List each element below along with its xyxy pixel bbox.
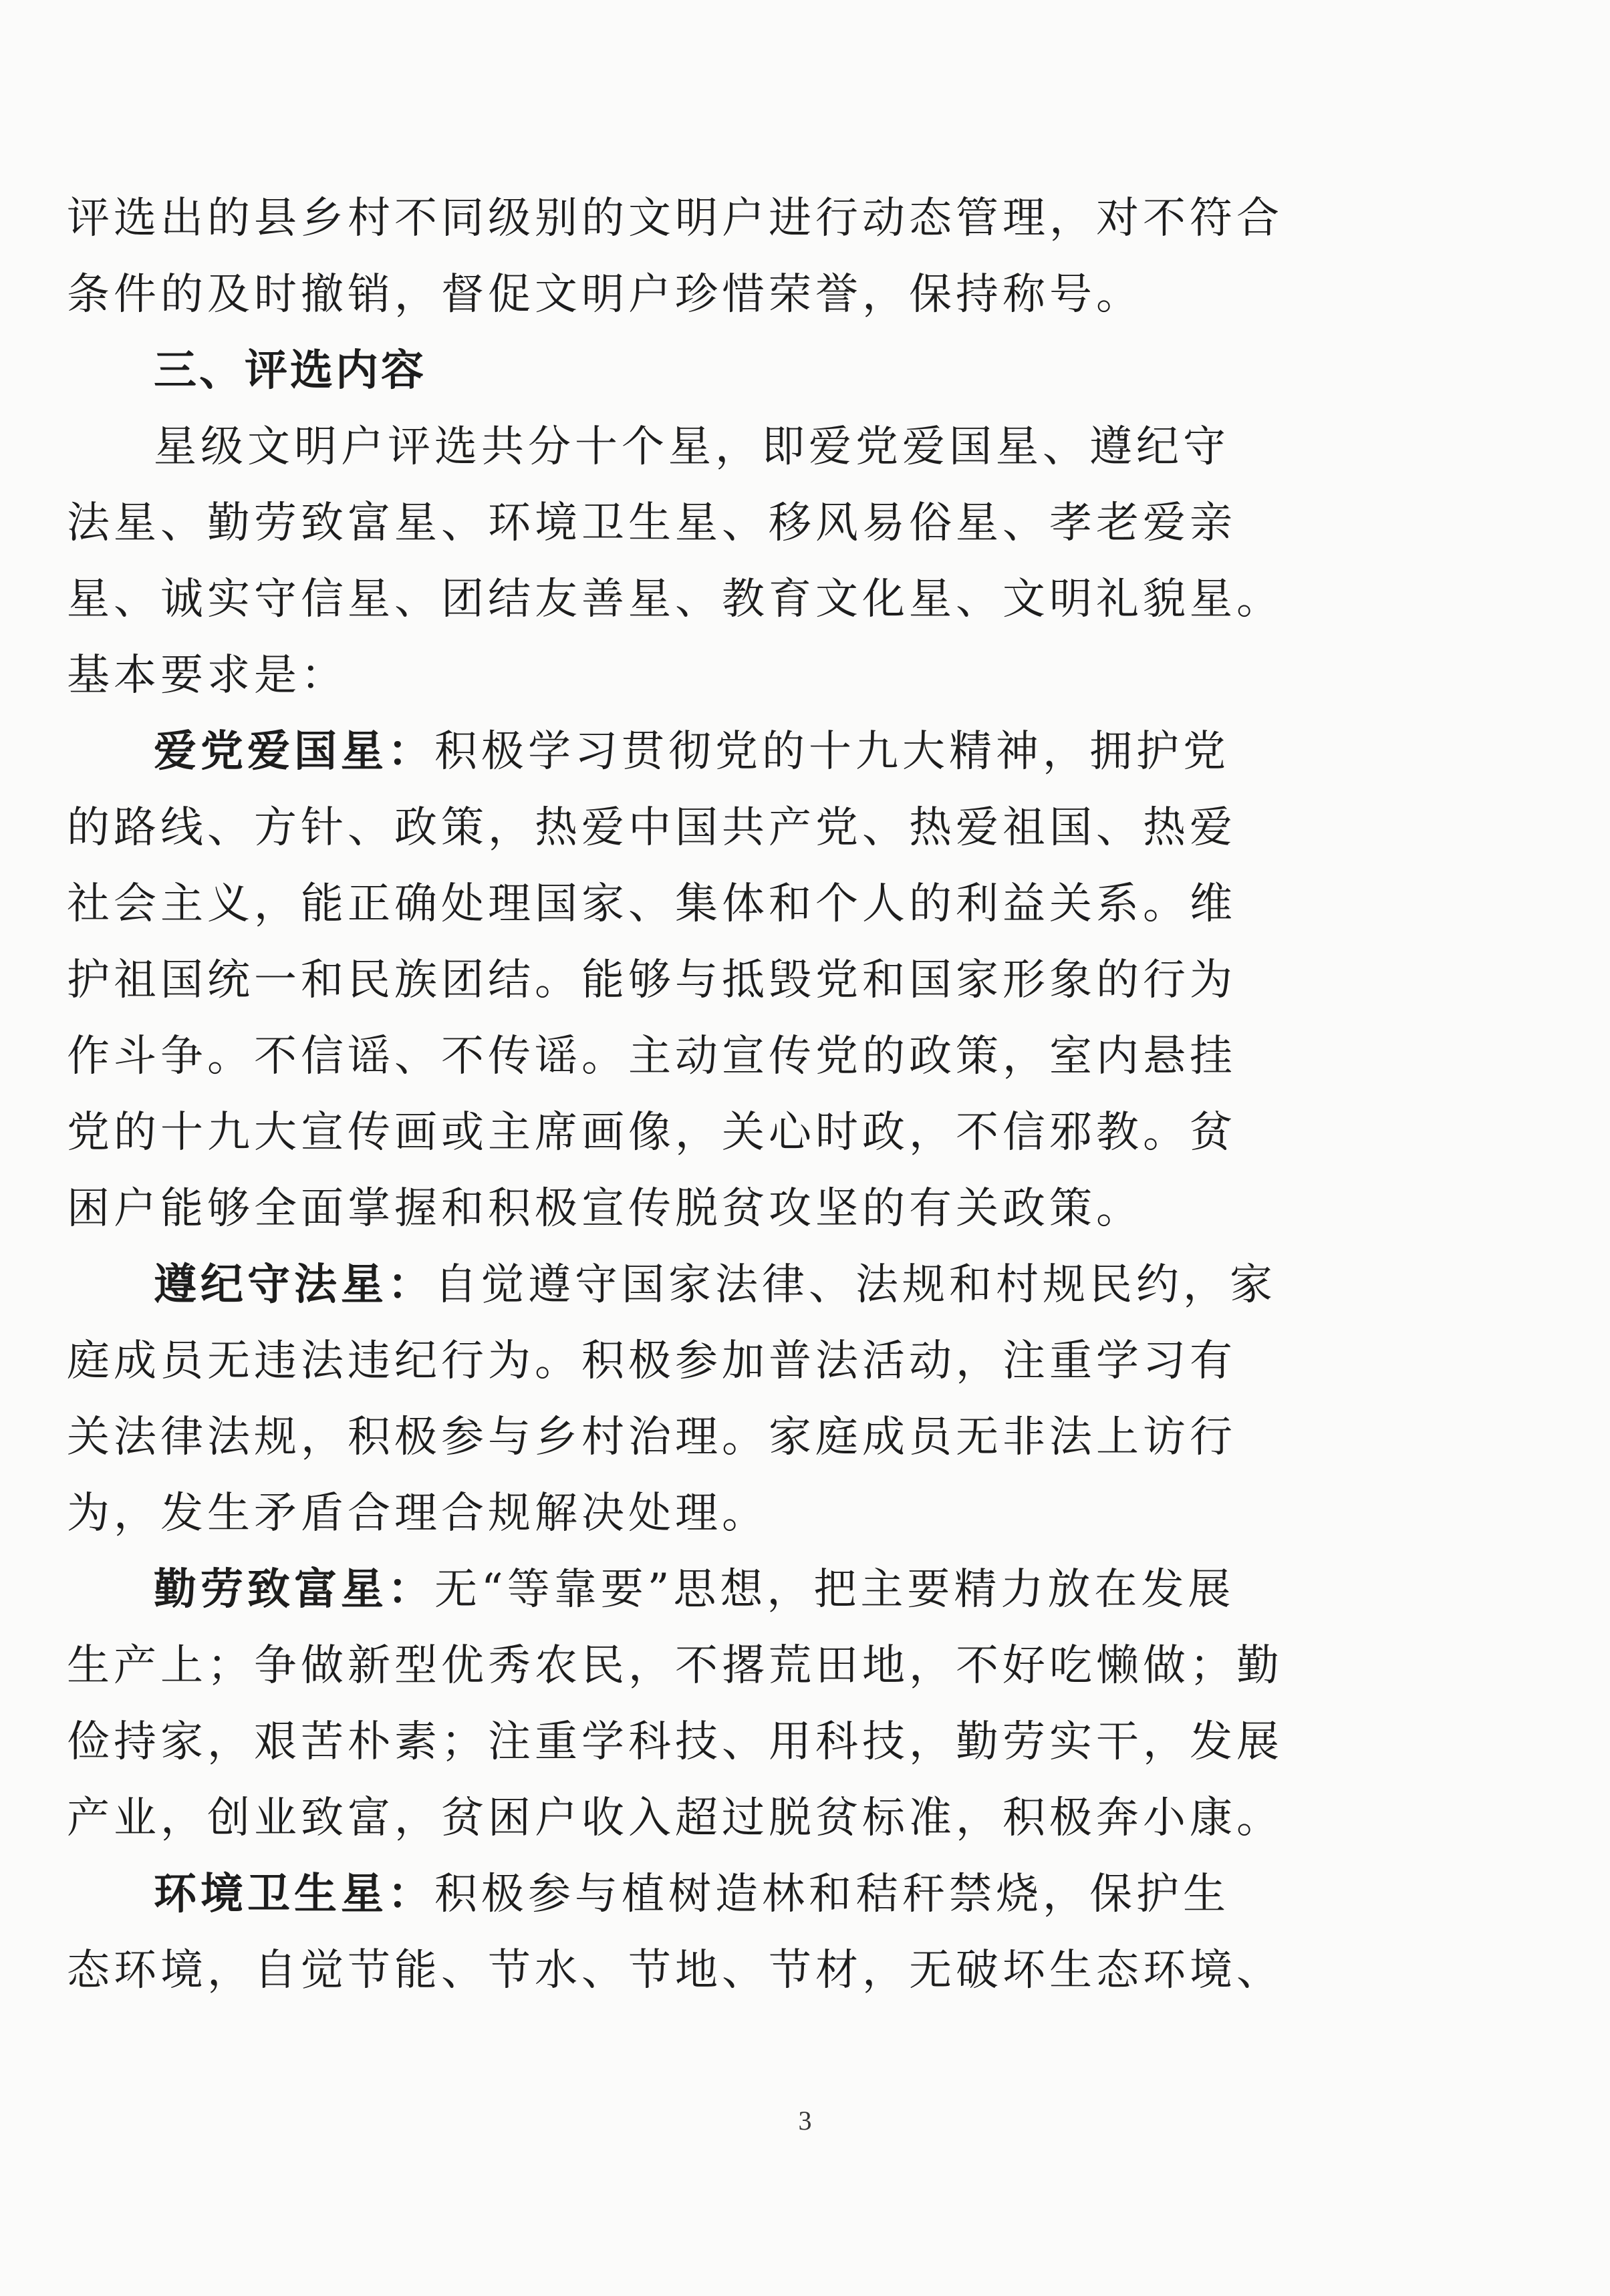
text-line: 的路线、方针、政策，热爱中国共产党、热爱祖国、热爱 (67, 803, 1236, 853)
star-text: 自觉遵守国家法律、法规和村规民约，家 (434, 1260, 1277, 1310)
star-term: 勤劳致富星： (154, 1564, 434, 1614)
star-paragraph-start (67, 1856, 1256, 1932)
text-line: 困户能够全面掌握和积极宣传脱贫攻坚的有关政策。 (67, 1184, 1143, 1234)
text-line: 星、诚实守信星、团结友善星、教育文化星、文明礼貌星。 (67, 575, 1283, 624)
star-term: 环境卫生星： (154, 1869, 434, 1919)
document-body (67, 180, 1283, 2009)
text-line: 态环境，自觉节能、节水、节地、节材，无破坏生态环境、 (67, 1946, 1283, 1995)
text-line: 基本要求是： (67, 651, 348, 700)
star-term: 爱党爱国星： (154, 726, 434, 776)
text-line: 生产上；争做新型优秀农民，不撂荒田地，不好吃懒做；勤 (67, 1641, 1283, 1691)
text-line: 产业，创业致富，贫困户收入超过脱贫标准，积极奔小康。 (67, 1793, 1283, 1843)
text-line: 关法律法规，积极参与乡村治理。家庭成员无非法上访行 (67, 1413, 1236, 1462)
text-line: 护祖国统一和民族团结。能够与抵毁党和国家形象的行为 (67, 956, 1236, 1005)
star-text: 积极学习贯彻党的十九大精神，拥护党 (434, 727, 1230, 776)
text-line: 庭成员无违法违纪行为。积极参加普法活动，注重学习有 (67, 1336, 1236, 1386)
star-paragraph-start (67, 714, 1256, 790)
star-term: 遵纪守法星： (154, 1260, 434, 1310)
text-line: 条件的及时撤销，督促文明户珍惜荣誉，保持称号。 (67, 270, 1143, 319)
text-line: 俭持家，艰苦朴素；注重学科技、用科技，勤劳实干，发展 (67, 1717, 1283, 1767)
text-line: 评选出的县乡村不同级别的文明户进行动态管理，对不符合 (67, 194, 1283, 243)
star-text: 无“等靠要”思想，把主要精力放在发展 (434, 1565, 1235, 1614)
page-number: 3 (798, 2106, 812, 2136)
text-line: 为，发生矛盾合理合规解决处理。 (67, 1489, 769, 1538)
star-text: 积极参与植树造林和秸秆禁烧，保护生 (434, 1870, 1230, 1919)
star-paragraph-start (67, 1552, 1256, 1628)
text-line: 党的十九大宣传画或主席画像，关心时政，不信邪教。贫 (67, 1108, 1236, 1157)
text-line: 星级文明户评选共分十个星，即爱党爱国星、遵纪守 (154, 422, 1230, 472)
text-line: 作斗争。不信谣、不传谣。主动宣传党的政策，室内悬挂 (67, 1032, 1236, 1081)
star-paragraph-start (67, 1247, 1277, 1323)
section-heading: 三、评选内容 (154, 346, 426, 396)
text-line: 社会主义，能正确处理国家、集体和个人的利益关系。维 (67, 879, 1236, 929)
text-line: 法星、勤劳致富星、环境卫生星、移风易俗星、孝老爱亲 (67, 498, 1236, 548)
